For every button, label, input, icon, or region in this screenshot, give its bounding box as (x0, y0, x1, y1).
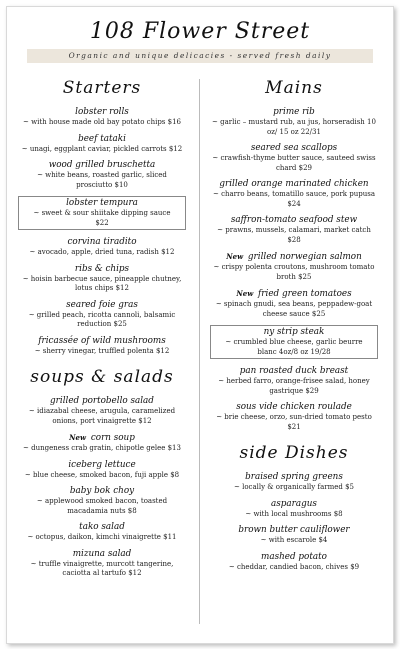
new-badge: New (69, 433, 87, 442)
section-heading-starters: Starters (62, 78, 142, 98)
item-description: ~ cheddar, candied bacon, chives $9 (228, 562, 360, 571)
menu-item (12, 396, 192, 426)
item-name: grilled orange marinated chicken (219, 179, 369, 189)
item-name-line (12, 432, 192, 444)
menu-item-highlighted (18, 196, 186, 230)
menu-item (12, 486, 192, 516)
menu-page (6, 6, 394, 644)
left-column (12, 75, 192, 585)
item-description: ~ sherry vinegar, truffled polenta $12 (34, 346, 170, 355)
item-description: ~ crawfish-thyme butter sauce, sauteed swiss chard $29 (212, 154, 376, 172)
menu-item (204, 179, 384, 209)
menu-item (204, 251, 384, 282)
item-description: ~ herbed farro, orange-frisee salad, honey gastrique $29 (218, 377, 370, 395)
item-description: ~ crumbled blue cheese, garlic beurre blanc 4oz/8 oz 19/28 (225, 338, 363, 356)
item-name: sous vide chicken roulade (236, 402, 352, 412)
item-name: braised spring greens (245, 472, 343, 482)
item-name: lobster rolls (75, 107, 129, 117)
item-name: saffron-tomato seafood stew (230, 215, 358, 225)
item-description: ~ locally & organically farmed $5 (234, 483, 354, 491)
menu-item (204, 107, 384, 137)
item-description: ~ octopus, daikon, kimchi vinaigrette $11 (27, 533, 177, 541)
menu-item (12, 107, 192, 128)
item-description: ~ grilled peach, ricotta cannoli, balsamic reduction $25 (28, 310, 176, 328)
item-description: ~ applewood smoked bacon, toasted macadamia nuts $8 (36, 497, 168, 515)
item-name: mashed potato (261, 551, 327, 562)
menu-item (204, 402, 384, 432)
item-name-line (204, 251, 384, 263)
menu-item (204, 552, 384, 573)
item-name: corn soup (90, 433, 135, 443)
menu-item (12, 160, 192, 190)
item-name: mizuna salad (72, 548, 132, 559)
item-description: ~ charro beans, tomatillo sauce, pork pupusa $24 (212, 190, 376, 208)
right-column (204, 75, 384, 578)
item-name: lobster tempura (66, 198, 138, 208)
menu-item (204, 215, 384, 245)
menu-item (12, 432, 192, 454)
item-name: seared foie gras (66, 299, 138, 310)
item-description: ~ white beans, roasted garlic, sliced prosciutto $10 (37, 171, 167, 189)
item-name: fried green tomatoes (258, 289, 352, 299)
menu-item (12, 460, 192, 481)
menu-item (12, 134, 192, 155)
menu-item (12, 300, 192, 330)
item-name: wood grilled bruschetta (48, 160, 156, 170)
menu-item (204, 288, 384, 319)
section-heading-soups-salads: soups & salads (30, 367, 174, 387)
item-description: ~ unagi, eggplant caviar, pickled carrots $12 (21, 144, 183, 153)
menu-item (12, 336, 192, 357)
item-description: ~ idiazabal cheese, arugula, caramelized onions, port vinaigrette $12 (28, 407, 176, 425)
item-name: corvina tiradito (67, 237, 137, 247)
tagline-banner: Organic and unique delicacies - served fresh daily (27, 49, 373, 63)
item-name: fricassée of wild mushrooms (38, 335, 166, 346)
menu-item (12, 549, 192, 579)
item-description: ~ with escarole $4 (260, 536, 328, 544)
menu-item-highlighted (210, 325, 378, 359)
item-name: ny strip steak (263, 327, 325, 337)
menu-item (12, 264, 192, 294)
item-name: beef tataki (78, 133, 126, 144)
section-heading-side-dishes: side Dishes (239, 443, 349, 463)
item-name-line (204, 288, 384, 300)
menu-item (204, 525, 384, 546)
item-name: iceberg lettuce (68, 459, 136, 470)
item-name: prime rib (273, 107, 315, 117)
menu-item (12, 237, 192, 258)
item-name: grilled portobello salad (50, 396, 154, 406)
column-divider (199, 79, 200, 624)
item-description: ~ sweet & sour shiitake dipping sauce $22 (33, 209, 171, 227)
item-description: ~ truffle vinaigrette, murcott tangerine, caciotta al tartufo $12 (30, 559, 174, 577)
new-badge: New (236, 289, 254, 298)
restaurant-title: 108 Flower Street (89, 19, 311, 44)
menu-item (204, 366, 384, 396)
item-description: ~ blue cheese, smoked bacon, fuji apple $8 (24, 470, 180, 479)
item-name: asparagus (271, 498, 317, 509)
item-description: ~ garlic – mustard rub, au jus, horseradish 10 oz/ 15 oz 22/31 (212, 118, 376, 136)
item-name: ribs & chips (74, 263, 130, 274)
item-description: ~ with local mushrooms $8 (245, 509, 343, 518)
item-name: brown butter cauliflower (238, 525, 350, 535)
item-description: ~ crispy polenta croutons, mushroom tomato broth $25 (213, 263, 375, 281)
item-description: ~ prawns, mussels, calamari, market catch $28 (217, 226, 371, 244)
menu-item (204, 143, 384, 173)
item-name: baby bok choy (69, 486, 135, 496)
item-description: ~ avocado, apple, dried tuna, radish $12 (29, 248, 175, 256)
item-name: tako salad (79, 522, 125, 532)
item-description: ~ brie cheese, orzo, sun-dried tomato pesto $21 (216, 413, 372, 431)
menu-item (12, 522, 192, 543)
menu-item (204, 499, 384, 520)
item-description: ~ hoisin barbecue sauce, pineapple chutney, lotus chips $12 (22, 274, 182, 292)
item-description: ~ with house made old bay potato chips $16 (23, 118, 181, 126)
menu-item (204, 472, 384, 493)
item-name: grilled norwegian salmon (247, 252, 362, 262)
new-badge: New (226, 252, 244, 261)
item-description: ~ spinach gnudi, sea beans, peppadew-goat cheese sauce $25 (215, 300, 373, 318)
item-name: pan roasted duck breast (239, 366, 349, 376)
section-heading-mains: Mains (265, 78, 323, 98)
item-description: ~ dungeness crab gratin, chipotle gelee $13 (23, 444, 181, 452)
item-name: seared sea scallops (250, 143, 338, 153)
